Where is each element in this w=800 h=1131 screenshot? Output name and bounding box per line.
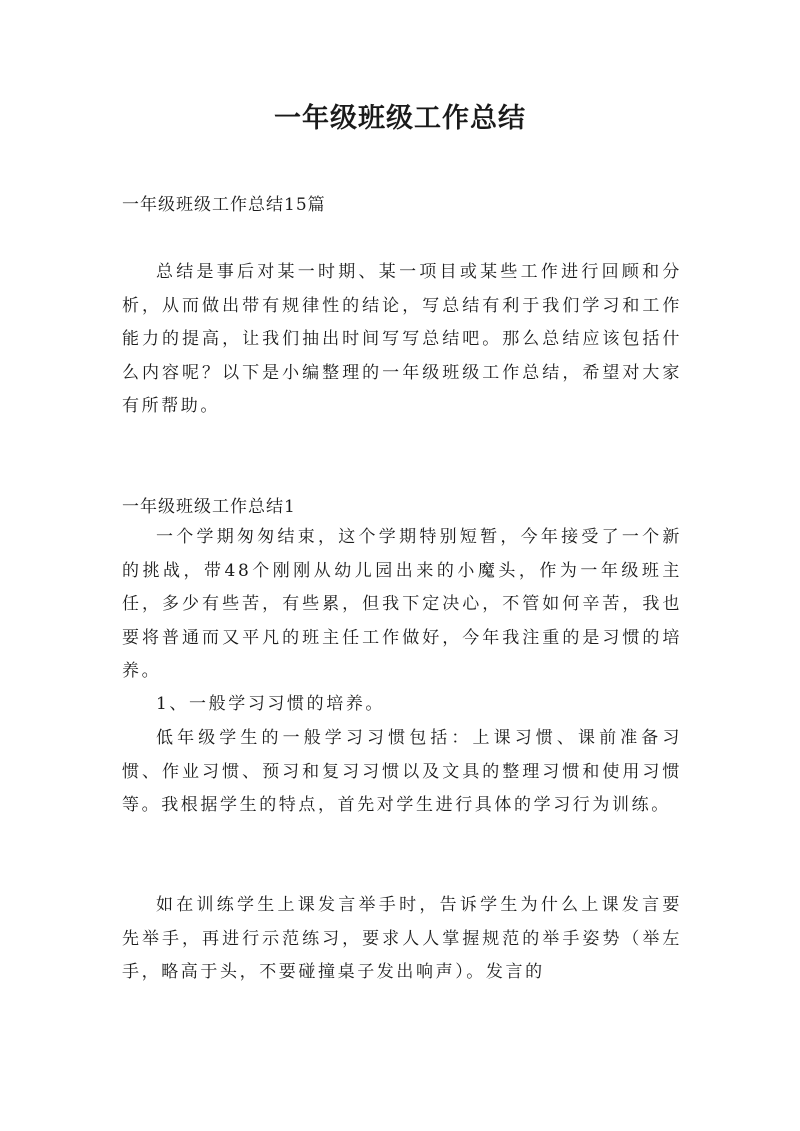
document-subtitle: 一年级班级工作总结15篇 — [122, 195, 326, 215]
document-title: 一年级班级工作总结 — [274, 103, 526, 134]
body-paragraph: 如在训练学生上课发言举手时，告诉学生为什么上课发言要先举手，再进行示范练习，要求人人掌握规范的举手姿势（举左手，略高于头，不要碰撞桌子发出响声）。发言的 — [122, 895, 682, 982]
body-paragraph: 低年级学生的一般学习习惯包括：上课习惯、课前准备习惯、作业习惯、预习和复习习惯以及文具的整理习惯和使用习惯等。我根据学生的特点，首先对学生进行具体的学习行为训练。 — [122, 728, 682, 815]
section-heading: 一年级班级工作总结1 — [122, 497, 296, 517]
body-paragraph: 一个学期匆匆结束，这个学期特别短暂，今年接受了一个新的挑战，带48个刚刚从幼儿园出来的小魔头，作为一年级班主任，多少有些苦，有些累，但我下定决心，不管如何辛苦，我也要将普通而又平凡的班主任工作做好，今年我注重的是习惯的培养。 — [122, 527, 682, 681]
body-paragraph: 1、一般学习习惯的培养。 — [156, 694, 386, 714]
intro-paragraph: 总结是事后对某一时期、某一项目或某些工作进行回顾和分析，从而做出带有规律性的结论，写总结有利于我们学习和工作能力的提高，让我们抽出时间写写总结吧。那么总结应该包括什么内容呢？以下是小编整理的一年级班级工作总结，希望对大家有所帮助。 — [122, 262, 682, 416]
